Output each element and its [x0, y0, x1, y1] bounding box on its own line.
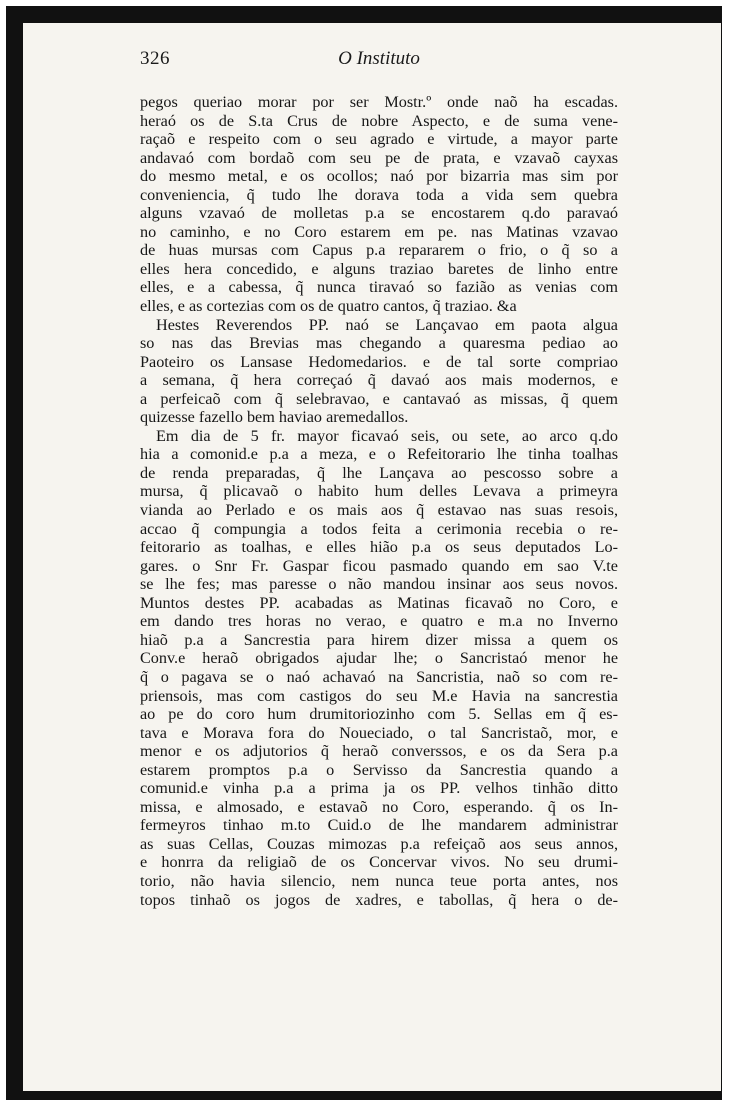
text-line: alguns vzavaó de molletas p.a se encostarem q.do paravaó [140, 204, 618, 223]
text-line: as suas Cellas, Couzas mimozas p.a refeiçaõ aos seus annos, [140, 834, 618, 853]
text-line: andavaó com bordaõ com seu pe de prata, e vzavaõ cayxas [140, 148, 618, 167]
text-line: conveniencia, q̃ tudo lhe dorava toda a vida sem quebra [140, 185, 618, 204]
text-line: torio, não havia silencio, nem nunca teue porta antes, nos [140, 871, 618, 890]
text-line: Paoteiro os Lansase Hedomedarios. e de tal sorte compriao [140, 352, 618, 371]
text-line: estarem promptos p.a o Servisso da Sancrestia quando a [140, 760, 618, 779]
text-line: no caminho, e no Coro estarem em pe. nas Matinas vzavao [140, 222, 618, 241]
text-line: e honrra da religiaõ de os Concervar vivos. No seu drumi- [140, 853, 618, 872]
text-line: elles, e as cortezias com os de quatro cantos, q̃ traziao. &a [140, 297, 517, 316]
text-line: quizesse fazello bem haviao aremedallos. [140, 408, 409, 427]
text-line: a semana, q̃ hera correçaó q̃ davaó aos mais modernos, e [140, 371, 618, 390]
text-line: missa, e almosado, e estavaõ no Coro, esperando. q̃ os In- [140, 797, 618, 816]
text-line: elles hera concedido, e alguns traziao baretes de linho entre [140, 259, 618, 278]
text-line: mursa, q̃ plicavaõ o habito hum delles Levava a primeyra [140, 482, 618, 501]
text-line: em dando tres horas no verao, e quatro e m.a no Inverno [140, 612, 618, 631]
page-number: 326 [140, 48, 170, 69]
text-line: gares. o Snr Fr. Gaspar ficou pasmado quando em sao V.te [140, 556, 618, 575]
text-line: raçaõ e respeito com o seu agrado e virtude, a mayor parte [140, 130, 618, 149]
text-line: so nas das Brevias mas chegando a quaresma pediao ao [140, 334, 618, 353]
running-title: O Instituto [338, 48, 420, 69]
text-line: ao pe do coro hum drumitoriozinho com 5. Sellas em q̃ es- [140, 705, 618, 724]
text-line: feitorario as toalhas, e elles hião p.a os seus deputados Lo- [140, 538, 618, 557]
text-line: de huas mursas com Capus p.a repararem o frio, o q̃ so a [140, 241, 618, 260]
text-line: q̃ o pagava se o naó achavaó na Sancristia, naõ so com re- [140, 667, 618, 686]
text-line: vianda ao Perlado e os mais aos q̃ estavao nas suas resois, [140, 501, 618, 520]
text-line: heraó os de S.ta Crus de nobre Aspecto, e de suma vene- [140, 111, 618, 130]
text-line: se lhe fes; mas paresse o não mandou insinar aos seus novos. [140, 575, 618, 594]
text-line: Conv.e heraõ obrigados ajudar lhe; o Sancristaó menor he [140, 649, 618, 668]
text-line: hia a comonid.e p.a a meza, e o Refeitorario lhe tinha toalhas [140, 445, 618, 464]
text-line: topos tinhaõ os jogos de xadres, e tabollas, q̃ hera o de- [140, 890, 618, 909]
text-line: de renda preparadas, q̃ lhe Lançava ao pescosso sobre a [140, 463, 618, 482]
text-line: Em dia de 5 fr. mayor ficavaó seis, ou sete, ao arco q.do [156, 426, 618, 445]
text-line: comunid.e vinha p.a a prima ja os PP. velhos tinhão ditto [140, 779, 618, 798]
text-line: accao q̃ compungia a todos feita a cerimonia recebia o re- [140, 519, 618, 538]
text-line: do mesmo metal, e os ocollos; naó por bizarria mas sim por [140, 167, 618, 186]
page-header [140, 48, 618, 72]
text-line: hiaõ p.a a Sancrestia para hirem dizer missa a quem os [140, 630, 618, 649]
text-line: Muntos destes PP. acabadas as Matinas ficavaõ no Coro, e [140, 593, 618, 612]
body-text [140, 93, 618, 909]
text-line: menor e os adjutorios q̃ heraõ converssos, e os da Sera p.a [140, 742, 618, 761]
text-line: tava e Morava fora do Noueciado, o tal Sancristaõ, mor, e [140, 723, 618, 742]
text-line: elles, e a cabessa, q̃ nunca tiravaó so fazião as venias com [140, 278, 618, 297]
text-line: Hestes Reverendos PP. naó se Lançavao em paota algua [156, 315, 618, 334]
text-line: priensois, mas com castigos do seu M.e Havia na sancrestia [140, 686, 618, 705]
text-line: fermeyros tinhao m.to Cuid.o de lhe mandarem administrar [140, 816, 618, 835]
text-line: pegos queriao morar por ser Mostr.º onde naõ ha escadas. [140, 93, 618, 111]
text-line: a perfeicaõ com q̃ selebravao, e cantavaó as missas, q̃ quem [140, 389, 618, 408]
